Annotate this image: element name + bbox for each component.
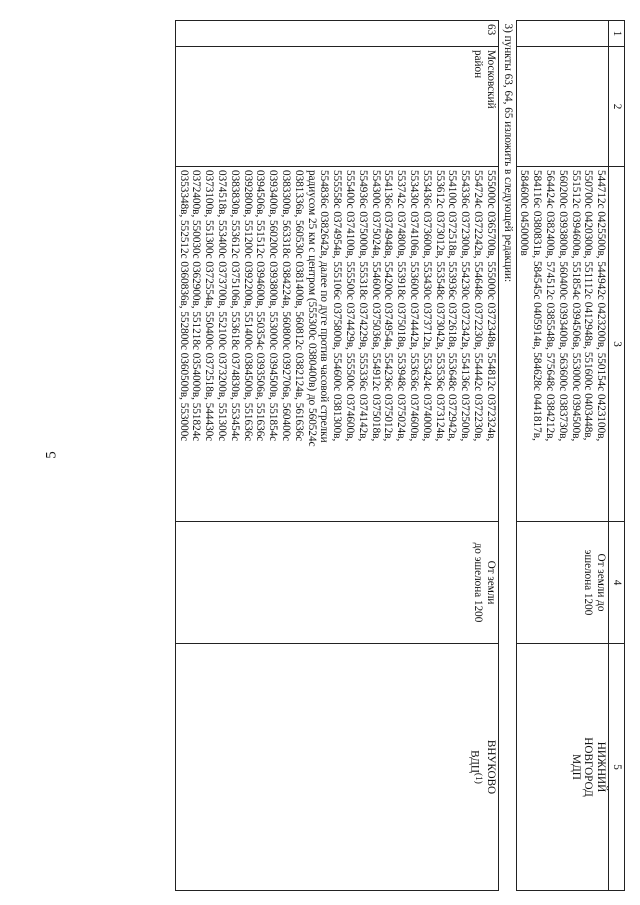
coord-line: 0393400в, 560200с 0393800в, 553000с 0394500в, 551854с bbox=[267, 170, 280, 442]
col-header-1: 1 bbox=[609, 21, 625, 47]
coord-line: 554100с 0372518в, 553936с 0372618в, 553648с 0372942в, bbox=[446, 170, 459, 442]
zone-coordinates bbox=[175, 167, 498, 522]
zone-row-63 bbox=[175, 21, 498, 891]
coord-line: 584116с 0380831в, 584545с 0405914в, 584628с 0441817в, bbox=[531, 170, 544, 441]
coord-line: 584600с 0450000в bbox=[518, 170, 531, 256]
coord-line: 554336с 0372300в, 554230с 0372342в, 554136с 0372500в, bbox=[459, 170, 472, 442]
coord-line: 553742с 0374800в, 553918с 0375018в, 553948с 0375024в, bbox=[395, 170, 408, 442]
zone-name: Московский район bbox=[175, 47, 498, 167]
coord-line: 550700с 0420300в, 551112с 0412948в, 551600с 0403448в, bbox=[582, 170, 595, 441]
coord-line: 554136с 0374948в, 554200с 0374954в, 554236с 0375012в, bbox=[382, 170, 395, 442]
coord-line: 554936с 0375000в, 555318с 0374229в, 555336с 0374142в, bbox=[356, 170, 369, 442]
coord-line: 554724с 0372242в, 554648с 0372230в, 554442с 0372230в, bbox=[472, 170, 485, 442]
coord-line: 553430с 0374106в, 553600с 0374442в, 553636с 0374600в, bbox=[408, 170, 421, 442]
coord-line: 544712с 0425500в, 544942с 0423200в, 550154с 0423100в, bbox=[595, 170, 608, 442]
col-header-4: 4 bbox=[609, 522, 625, 644]
coord-line: 554836с 0382642в, далее по дуге против часовой стрелки bbox=[318, 170, 331, 443]
section-heading: 3) пункты 63, 64, 65 изложить в следующей редакции: bbox=[498, 21, 516, 891]
coord-line: 553436с 0373600в, 553430с 0373712в, 553424с 0374000в, bbox=[420, 170, 433, 442]
prev-owner: НИЖНИЙ НОВГОРОД МДП bbox=[516, 644, 609, 891]
coord-line: 551512с 0394600в, 551854с 0394506в, 553000с 0394500в, bbox=[569, 170, 582, 442]
coord-line: радиусом 25 км с центром (555300с 0380400в) до 560524с bbox=[305, 170, 318, 447]
coord-line: 0372400в, 550030с 0362900в, 551218с 0354000в, 551824с bbox=[190, 170, 203, 442]
coord-line: 553612с 0373012в, 553548с 0373042в, 553536с 0373124в, bbox=[433, 170, 446, 442]
page-number: 5 bbox=[43, 451, 60, 459]
zone-owner: ВНУКОВО ВДЦ$^{(1)}$ bbox=[175, 644, 498, 891]
coord-line: 555558с 0374954в, 555106с 0375800в, 554600с 0381300в, bbox=[331, 170, 344, 442]
footnote-mark: (1) bbox=[473, 772, 484, 784]
prev-name-cell bbox=[516, 47, 609, 167]
coord-line: 564424с 0382400в, 574512с 0385548в, 575648с 0384212в, bbox=[544, 170, 557, 442]
airspace-table bbox=[175, 20, 625, 891]
coord-line: 555400с 0374100в, 555500с 0374429в, 555500с 0374600в, bbox=[344, 170, 357, 442]
row-number: 63 bbox=[175, 21, 498, 47]
coord-line: 0394506в, 551512с 0394600в, 550354с 0393506в, 551636с bbox=[254, 170, 267, 442]
coord-line: 0383300в, 563318с 0384224в, 560800с 0392706в, 560400с bbox=[280, 170, 293, 442]
column-number-row bbox=[609, 21, 625, 891]
col-header-5: 5 bbox=[609, 644, 625, 891]
coord-line: 0383830в, 553612с 0375106в, 553618с 0374830в, 553454с bbox=[228, 170, 241, 442]
zone-altitude: От земли до эшелона 1200 bbox=[175, 522, 498, 644]
col-header-2: 2 bbox=[609, 47, 625, 167]
coord-line: 0374518в, 553400с 0373700в, 552100с 0373200в, 551300с bbox=[216, 170, 229, 442]
previous-zone-row bbox=[516, 21, 609, 891]
coord-line: 0373100в, 551300с 0372554в, 550400с 0372518в, 544430с bbox=[203, 170, 216, 442]
coord-line: 555000с 0365700в, 555000с 0372348в, 554812с 0372324в, bbox=[484, 170, 497, 442]
prev-num-cell bbox=[516, 21, 609, 47]
rotated-page bbox=[75, 20, 625, 890]
coord-line: 554300с 0375024в, 554600с 0375036в, 554912с 0375018в, bbox=[369, 170, 382, 442]
prev-coordinates bbox=[516, 167, 609, 522]
coord-line: 560200с 0393800в, 560400с 0393400в, 563600с 0383730в, bbox=[556, 170, 569, 442]
prev-altitude: От земли до эшелона 1200 bbox=[516, 522, 609, 644]
section-heading-row bbox=[498, 21, 516, 891]
col-header-3: 3 bbox=[609, 167, 625, 522]
coord-line: 0392800в, 551200с 0392200в, 551400с 0384500в, 551636с bbox=[241, 170, 254, 442]
coord-line: 0381336в, 560530с 0381400в, 560812с 0382124в, 561636с bbox=[292, 170, 305, 442]
coord-line: 0353348в, 552512с 0360836в, 552800с 0360500в, 553000с bbox=[177, 170, 190, 442]
